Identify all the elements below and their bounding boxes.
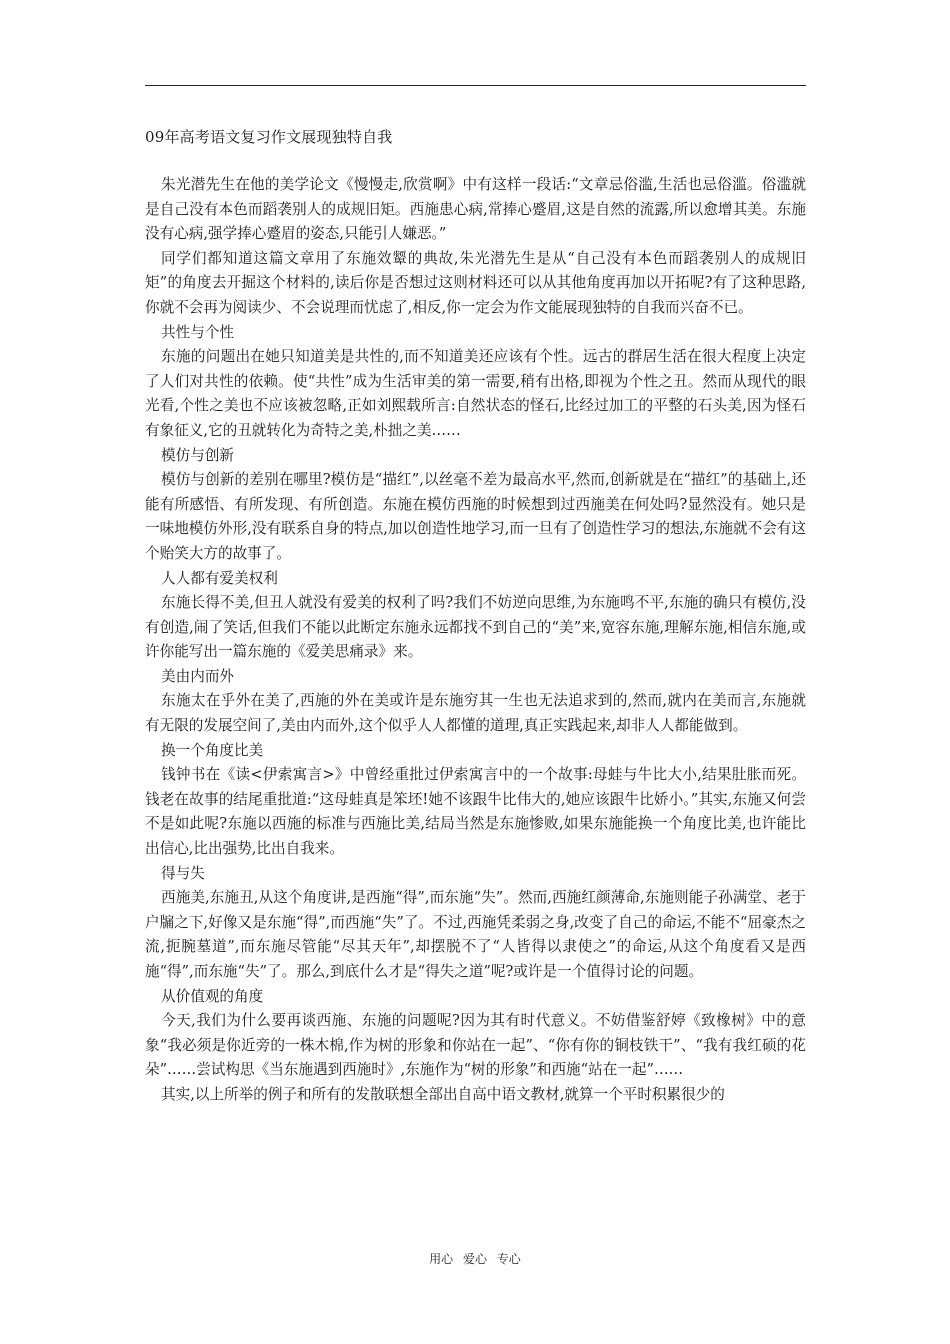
paragraph: 钱钟书在《读<伊索寓言>》中曾经重批过伊索寓言中的一个故事:母蛙与牛比大小,结果肚胀而死。钱老在故事的结尾重批道:“这母蛙真是笨坯!她不该跟牛比伟大的,她应该跟牛比娇小。”其实,东施又何尝不是如此呢?东施以西施的标准与西施比美,结局当然是东施惨败,如果东施能换一个角度比美,也许能比出信心,比出强势,比出自我来。 xyxy=(145,766,806,858)
header-rule xyxy=(145,85,806,86)
paragraph: 其实,以上所举的例子和所有的发散联想全部出自高中语文教材,就算一个平时积累很少的 xyxy=(161,1085,725,1103)
paragraph: 今天,我们为什么要再谈西施、东施的问题呢?因为其有时代意义。不妨借鉴舒婷《致橡树》中的意象“我必须是你近旁的一株木棉,作为树的形象和你站在一起”、“你有你的铜枝铁干”、“我有我红硕的花朵”……尝试构思《当东施遇到西施时》,东施作为“树的形象”和西施“站在一起”…… xyxy=(145,1012,806,1079)
section-heading: 美由内而外 xyxy=(161,667,235,685)
section-heading: 换一个角度比美 xyxy=(161,741,264,759)
paragraph: 同学们都知道这篇文章用了东施效颦的典故,朱光潜先生是从“自己没有本色而蹈袭别人的成规旧矩”的角度去开掘这个材料的,读后你是否想过这则材料还可以从其他角度再加以开拓呢?有了这种思路,你就不会再为阅读少、不会说理而忧虑了,相反,你一定会为作文能展现独特的自我而兴奋不已。 xyxy=(145,249,806,316)
document-body xyxy=(145,173,806,1108)
section-heading: 模仿与创新 xyxy=(161,446,235,464)
section-heading: 得与失 xyxy=(161,864,205,882)
paragraph: 东施的问题出在她只知道美是共性的,而不知道美还应该有个性。远古的群居生活在很大程度上决定了人们对共性的依赖。使“共性”成为生活审美的第一需要,稍有出格,即视为个性之丑。然而从现代的眼光看,个性之美也不应该被忽略,正如刘熙载所言:自然状态的怪石,比经过加工的平整的石头美,因为怪石有象征义,它的丑就转化为奇特之美,朴拙之美…… xyxy=(145,348,806,439)
section-heading: 人人都有爱美权利 xyxy=(161,569,278,587)
paragraph: 东施长得不美,但丑人就没有爱美的权利了吗?我们不妨逆向思维,为东施鸣不平,东施的确只有模仿,没有创造,闹了笑话,但我们不能以此断定东施永远都找不到自己的“美”来,宽容东施,理解东施,相信东施,或许你能写出一篇东施的《爱美思痛录》来。 xyxy=(145,594,806,661)
page-footer: 用心 爱心 专心 xyxy=(429,1252,521,1266)
document-title: 09年高考语文复习作文展现独特自我 xyxy=(145,128,393,146)
paragraph: 东施太在乎外在美了,西施的外在美或许是东施穷其一生也无法追求到的,然而,就内在美而言,东施就有无限的发展空间了,美由内而外,这个似乎人人都懂的道理,真正实践起来,却非人人都能做到。 xyxy=(145,692,806,735)
section-heading: 从价值观的角度 xyxy=(161,987,264,1005)
section-heading: 共性与个性 xyxy=(161,323,235,341)
paragraph: 西施美,东施丑,从这个角度讲,是西施“得”,而东施“失”。然而,西施红颜薄命,东施则能子孙满堂、老于户牖之下,好像又是东施“得”,而西施“失”了。不过,西施凭柔弱之身,改变了自己的命运,不能不“屈豪杰之流,扼腕墓道”,而东施尽管能“尽其天年”,却摆脱不了“人皆得以隶使之”的命运,从这个角度看又是西施“得”,而东施“失”了。那么,到底什么才是“得失之道”呢?或许是一个值得讨论的问题。 xyxy=(145,889,806,980)
paragraph: 朱光潜先生在他的美学论文《慢慢走,欣赏啊》中有这样一段话:“文章忌俗滥,生活也忌俗滥。俗滥就是自己没有本色而蹈袭别人的成规旧矩。西施患心病,常捧心蹙眉,这是自然的流露,所以愈增其美。东施没有心病,强学捧心蹙眉的姿态,只能引人嫌恶。” xyxy=(145,176,806,243)
paragraph: 模仿与创新的差别在哪里?模仿是“描红”,以丝毫不差为最高水平,然而,创新就是在“描红”的基础上,还能有所感悟、有所发现、有所创造。东施在模仿西施的时候想到过西施美在何处吗?显然没有。她只是一味地模仿外形,没有联系自身的特点,加以创造性地学习,而一旦有了创造性学习的想法,东施就不会有这个贻笑大方的故事了。 xyxy=(145,471,806,562)
